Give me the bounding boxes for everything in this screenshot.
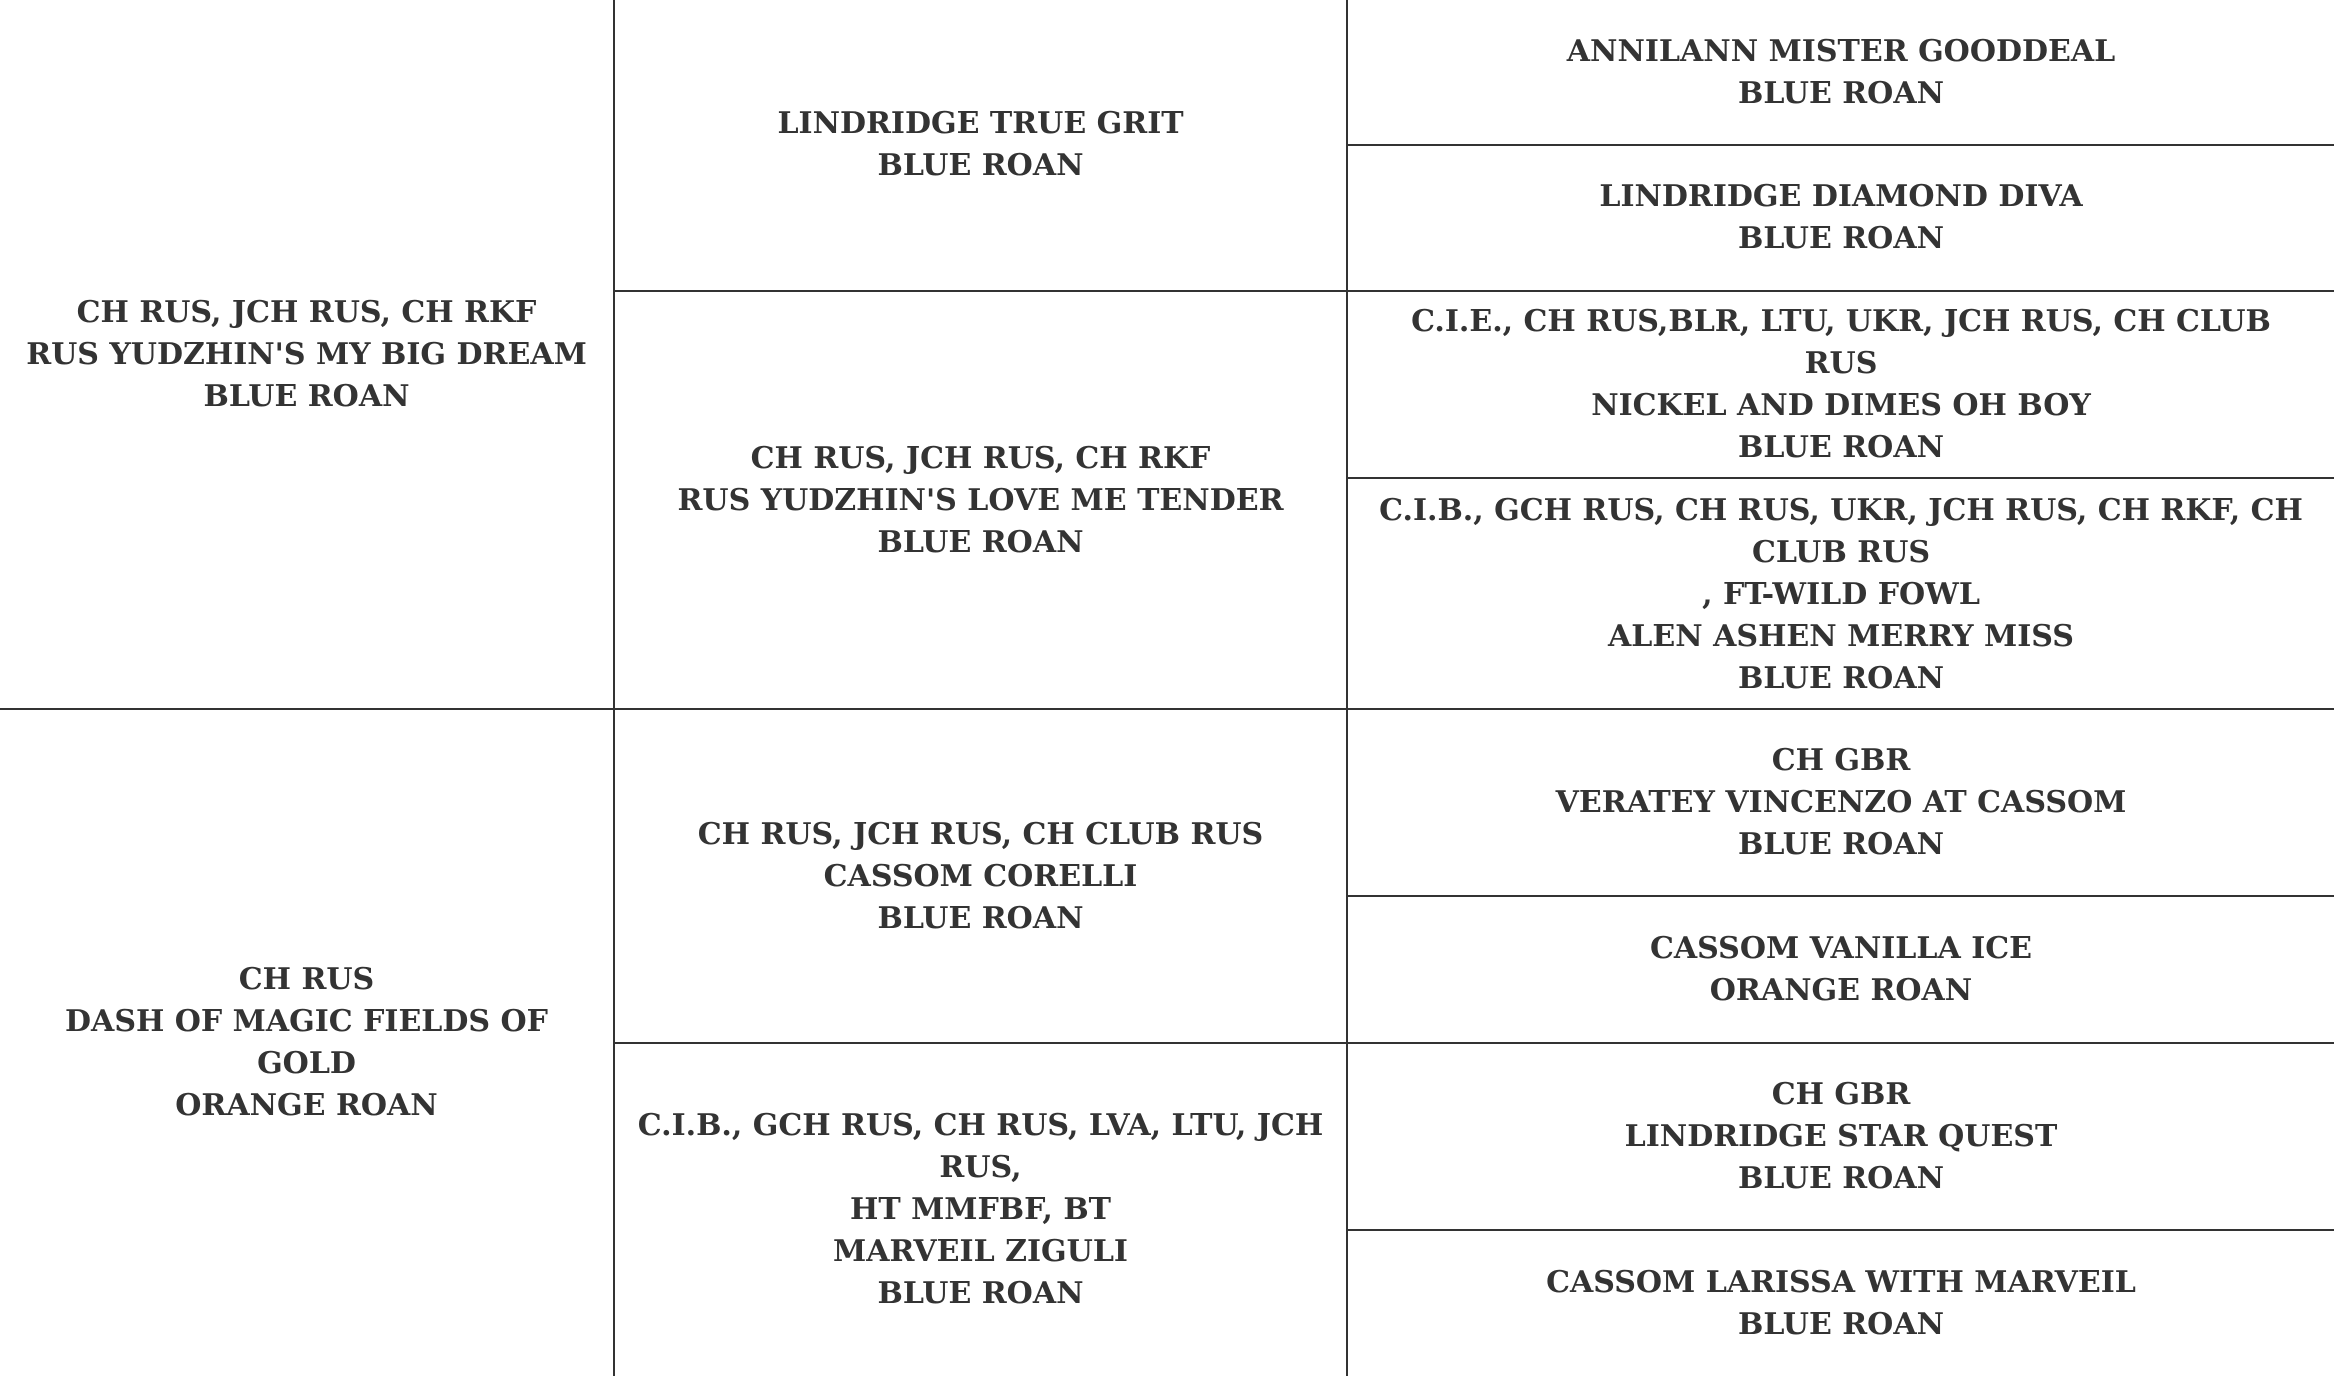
dd-sire-name: LINDRIDGE STAR QUEST bbox=[1624, 1118, 2058, 1154]
divider-vertical-1 bbox=[613, 0, 615, 1376]
sire-dam-name: RUS YUDZHIN'S LOVE ME TENDER bbox=[677, 482, 1284, 518]
sire-dam-titles: CH RUS, JCH RUS, CH RKF bbox=[750, 440, 1211, 476]
divider-horizontal-gen3-4 bbox=[1346, 1229, 2334, 1231]
dd-sire-cell bbox=[1348, 1043, 2334, 1230]
ss-dam-name: LINDRIDGE DIAMOND DIVA bbox=[1599, 179, 2083, 214]
sd-dam-titles-1: C.I.B., GCH RUS, CH RUS, UKR, JCH RUS, CH RKF, CH CLUB RUS bbox=[1379, 492, 2303, 570]
sd-dam-cell bbox=[1348, 479, 2334, 710]
sd-sire-cell bbox=[1348, 291, 2334, 478]
dd-dam-color: BLUE ROAN bbox=[1737, 1306, 1945, 1342]
sd-dam-titles-2: , FT-WILD FOWL bbox=[1702, 576, 1980, 612]
dam-color: ORANGE ROAN bbox=[175, 1088, 438, 1123]
sd-sire-name: NICKEL AND DIMES OH BOY bbox=[1591, 387, 2091, 423]
sire-name: RUS YUDZHIN'S MY BIG DREAM bbox=[26, 337, 587, 372]
ss-sire-cell bbox=[1348, 0, 2334, 145]
sire-sire-color: BLUE ROAN bbox=[877, 148, 1084, 183]
dam-sire-cell bbox=[614, 710, 1347, 1043]
ss-dam-color: BLUE ROAN bbox=[1737, 221, 1945, 256]
dam-sire-name: CASSOM CORELLI bbox=[823, 858, 1138, 894]
sd-sire-color: BLUE ROAN bbox=[1737, 429, 1945, 465]
ss-sire-name: ANNILANN MISTER GOODDEAL bbox=[1566, 33, 2116, 69]
ds-sire-titles: CH GBR bbox=[1771, 743, 1911, 778]
ds-dam-color: ORANGE ROAN bbox=[1709, 973, 1973, 1008]
ds-sire-color: BLUE ROAN bbox=[1737, 827, 1945, 862]
sire-cell bbox=[0, 0, 613, 710]
dam-sire-color: BLUE ROAN bbox=[877, 900, 1084, 936]
divider-vertical-2 bbox=[1346, 0, 1348, 1376]
sd-sire-titles: C.I.E., CH RUS,BLR, LTU, UKR, JCH RUS, CH CLUB RUS bbox=[1411, 303, 2271, 381]
sire-dam-color: BLUE ROAN bbox=[877, 524, 1084, 560]
divider-horizontal-gen3-3 bbox=[1346, 895, 2334, 897]
sire-sire-cell bbox=[614, 0, 1347, 290]
ds-dam-cell bbox=[1348, 897, 2334, 1043]
divider-horizontal-gen3-2 bbox=[1346, 477, 2334, 479]
divider-horizontal-gen2-bottom bbox=[613, 1042, 2334, 1044]
divider-horizontal-gen1 bbox=[0, 708, 2334, 710]
dam-titles: CH RUS bbox=[238, 962, 375, 997]
sire-titles: CH RUS, JCH RUS, CH RKF bbox=[76, 295, 537, 330]
dam-sire-titles: CH RUS, JCH RUS, CH CLUB RUS bbox=[697, 816, 1264, 852]
dam-cell bbox=[0, 710, 613, 1376]
divider-horizontal-gen2-top bbox=[613, 290, 2334, 292]
dam-dam-titles-1: C.I.B., GCH RUS, CH RUS, LVA, LTU, JCH RUS, bbox=[637, 1107, 1324, 1185]
dam-dam-name: MARVEIL ZIGULI bbox=[833, 1233, 1128, 1269]
dd-dam-cell bbox=[1348, 1231, 2334, 1376]
ds-sire-cell bbox=[1348, 710, 2334, 896]
ss-dam-cell bbox=[1348, 146, 2334, 290]
dd-dam-name: CASSOM LARISSA WITH MARVEIL bbox=[1546, 1264, 2136, 1300]
ss-sire-color: BLUE ROAN bbox=[1737, 75, 1945, 111]
dam-dam-titles-2: HT MMFBF, BT bbox=[849, 1191, 1112, 1227]
sire-color: BLUE ROAN bbox=[203, 379, 410, 414]
dam-dam-color: BLUE ROAN bbox=[877, 1275, 1084, 1311]
sd-dam-name: ALEN ASHEN MERRY MISS bbox=[1608, 618, 2074, 654]
sire-sire-name: LINDRIDGE TRUE GRIT bbox=[777, 106, 1184, 141]
dam-dam-cell bbox=[614, 1043, 1347, 1376]
ds-sire-name: VERATEY VINCENZO AT CASSOM bbox=[1555, 785, 2127, 820]
sire-dam-cell bbox=[614, 291, 1347, 710]
dd-sire-titles: CH GBR bbox=[1771, 1076, 1911, 1112]
dd-sire-color: BLUE ROAN bbox=[1737, 1160, 1945, 1196]
dam-name: DASH OF MAGIC FIELDS OF GOLD bbox=[65, 1004, 548, 1081]
sd-dam-color: BLUE ROAN bbox=[1737, 660, 1945, 696]
ds-dam-name: CASSOM VANILLA ICE bbox=[1650, 931, 2032, 966]
divider-horizontal-gen3-1 bbox=[1346, 144, 2334, 146]
